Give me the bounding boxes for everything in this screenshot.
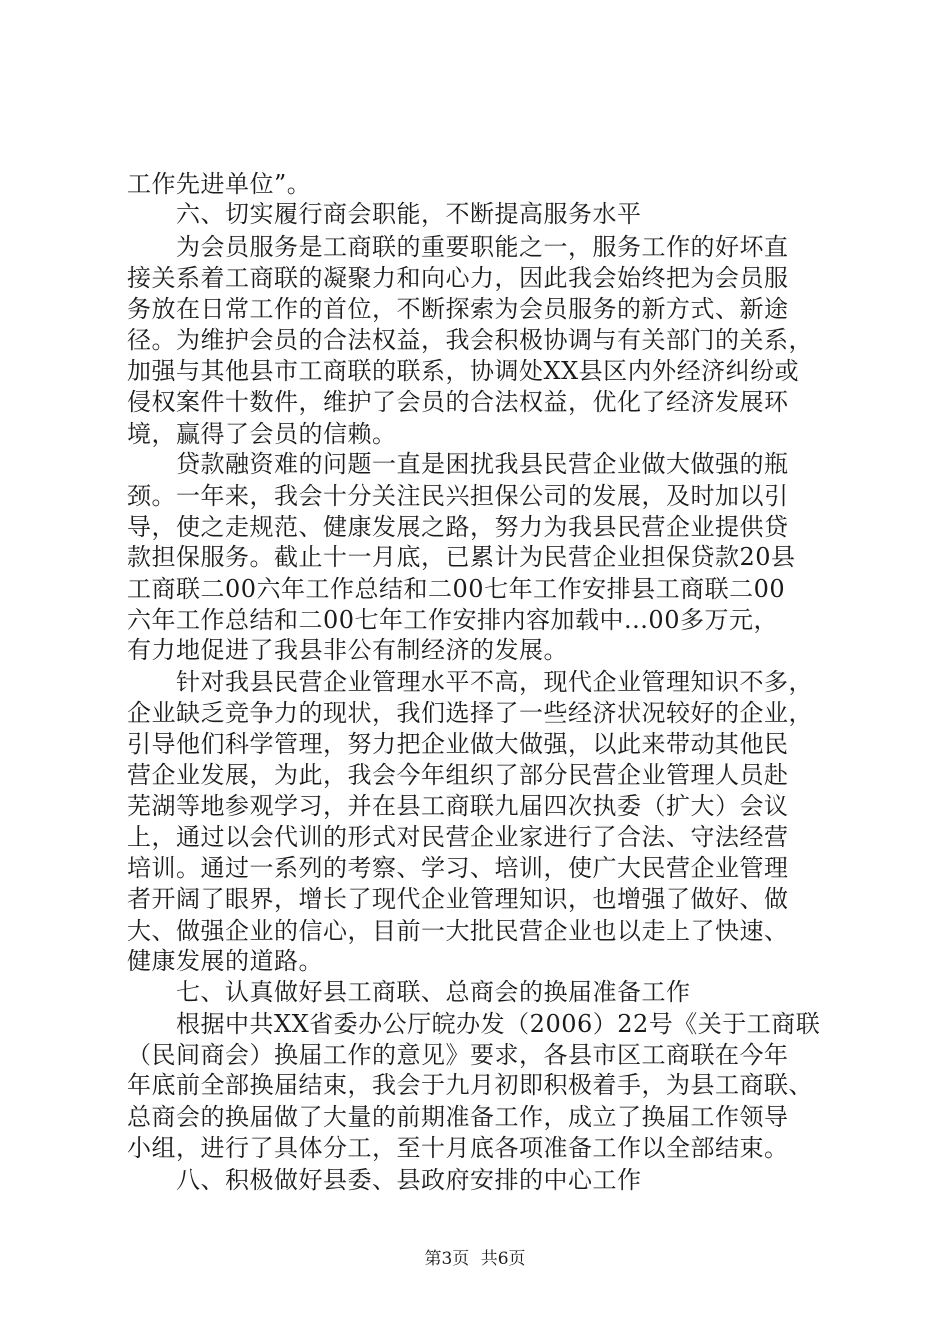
text-line: 培训。通过一系列的考察、学习、培训，使广大民营企业管理 — [127, 854, 789, 882]
text-line: 营企业发展，为此，我会今年组织了部分民营企业管理人员赴 — [127, 761, 789, 789]
text-line: 为会员服务是工商联的重要职能之一，服务工作的好坏直 — [176, 233, 789, 261]
text-line: 者开阔了眼界，增长了现代企业管理知识，也增强了做好、做 — [127, 885, 789, 913]
text-line: 侵权案件十数件，维护了会员的合法权益，优化了经济发展环 — [127, 388, 789, 416]
page-number: 第3页 — [424, 1249, 470, 1269]
text-line: 引导他们科学管理，努力把企业做大做强，以此来带动其他民 — [127, 730, 789, 758]
text-line: 根据中共XX省委办公厅皖办发（2006）22号《关于工商联 — [176, 1010, 821, 1038]
section-heading-6: 六、切实履行商会职能，不断提高服务水平 — [176, 200, 642, 228]
text-line: 颈。一年来，我会十分关注民兴担保公司的发展，及时加以引 — [127, 482, 789, 510]
text-line: 针对我县民营企业管理水平不高，现代企业管理知识不多， — [176, 668, 813, 696]
text-line: 境，赢得了会员的信赖。 — [127, 420, 397, 448]
text-line: 径。为维护会员的合法权益，我会积极协调与有关部门的关系， — [127, 326, 813, 354]
page-footer — [0, 1244, 950, 1269]
text-line: 年底前全部换届结束，我会于九月初即积极着手，为县工商联、 — [127, 1071, 813, 1099]
text-line: 有力地促进了我县非公有制经济的发展。 — [127, 636, 568, 664]
text-line: 贷款融资难的问题一直是困扰我县民营企业做大做强的瓶 — [176, 450, 789, 478]
text-line: 加强与其他县市工商联的联系，协调处XX县区内外经济纠纷或 — [127, 357, 800, 385]
section-heading-8: 八、积极做好县委、县政府安排的中心工作 — [176, 1166, 642, 1194]
text-line: 工作先进单位”。 — [127, 170, 312, 198]
text-line: 导，使之走规范、健康发展之路，努力为我县民营企业提供贷 — [127, 513, 789, 541]
text-line: 总商会的换届做了大量的前期准备工作，成立了换届工作领导 — [127, 1103, 789, 1131]
text-line: 小组，进行了具体分工，至十月底各项准备工作以全部结束。 — [127, 1134, 789, 1162]
text-line: 款担保服务。截止十一月底，已累计为民营企业担保贷款20县 — [127, 543, 796, 571]
text-line: （民间商会）换届工作的意见》要求，各县市区工商联在今年 — [127, 1041, 789, 1069]
text-line: 芜湖等地参观学习，并在县工商联九届四次执委（扩大）会议 — [127, 792, 789, 820]
text-line: 务放在日常工作的首位，不断探索为会员服务的新方式、新途 — [127, 295, 789, 323]
page-total: 共6页 — [480, 1249, 526, 1269]
text-line: 工商联二00六年工作总结和二00七年工作安排县工商联二00 — [127, 575, 786, 603]
text-line: 六年工作总结和二00七年工作安排内容加载中...00多万元， — [127, 606, 778, 634]
text-line: 接关系着工商联的凝聚力和向心力，因此我会始终把为会员服 — [127, 264, 789, 292]
text-line: 上，通过以会代训的形式对民营企业家进行了合法、守法经营 — [127, 823, 789, 851]
text-line: 企业缺乏竞争力的现状，我们选择了一些经济状况较好的企业， — [127, 699, 813, 727]
text-line: 健康发展的道路。 — [127, 947, 323, 975]
section-heading-7: 七、认真做好县工商联、总商会的换届准备工作 — [176, 978, 691, 1006]
text-line: 大、做强企业的信心，目前一大批民营企业也以走上了快速、 — [127, 917, 789, 945]
